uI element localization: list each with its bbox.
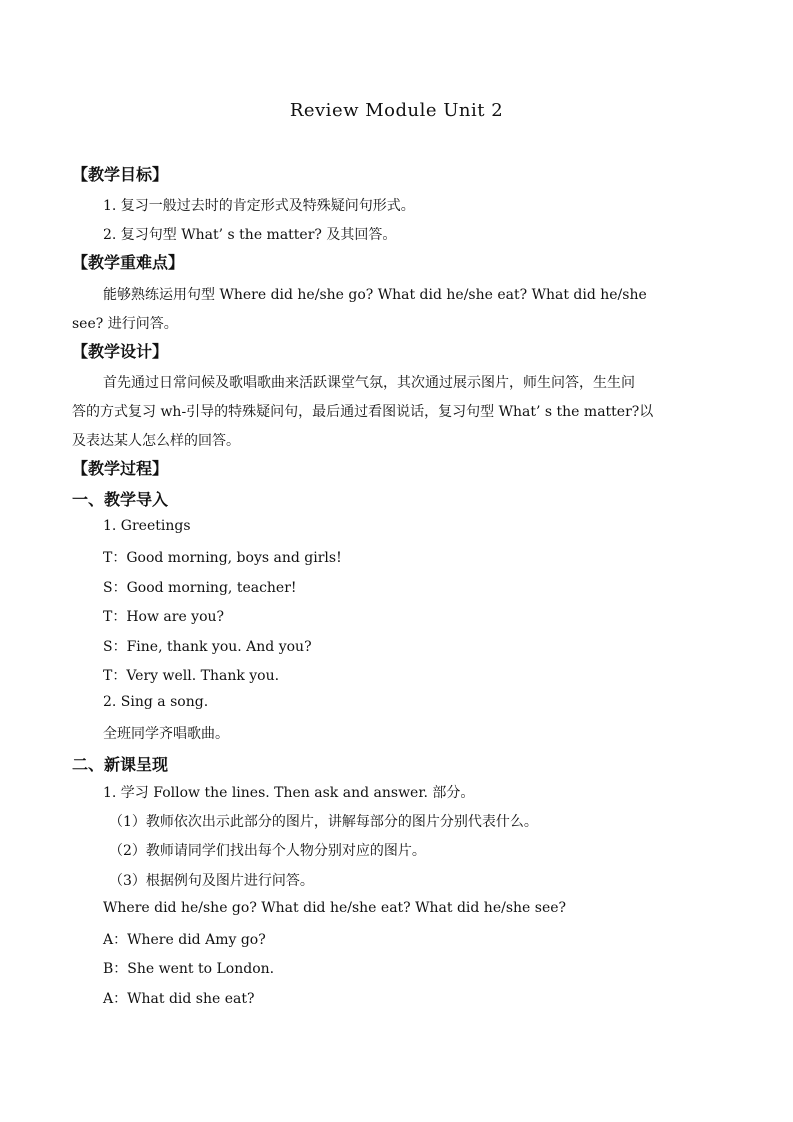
part2-line-2: （1）教师依次出示此部分的图片，讲解每部分的图片分别代表什么。 [109, 814, 538, 830]
objectives-heading: 【教学目标】 [72, 165, 169, 184]
part1-line-7: 2. Sing a song. [103, 694, 209, 710]
document-title: Review Module Unit 2 [289, 100, 504, 121]
key-points-line-1: 能够熟练运用句型 Where did he/she go? What did he/she eat? What did he/she [103, 287, 647, 303]
design-line-1: 首先通过日常问候及歌唱歌曲来活跃课堂气氛，其次通过展示图片，师生问答，生生问 [103, 375, 635, 391]
part1-line-5: S：Fine, thank you. And you? [103, 639, 312, 655]
part1-line-4: T：How are you? [103, 609, 225, 625]
part2-heading: 二、新课呈现 [72, 755, 169, 774]
design-line-2: 答的方式复习 wh-引导的特殊疑问句，最后通过看图说话，复习句型 What’ s the matter?以 [72, 404, 654, 420]
part1-line-6: T：Very well. Thank you. [103, 668, 280, 684]
part2-line-1: 1. 学习 Follow the lines. Then ask and answer. 部分。 [103, 785, 475, 801]
part2-line-3: （2）教师请同学们找出每个人物分别对应的图片。 [109, 843, 426, 859]
part2-line-6: A：Where did Amy go? [103, 932, 266, 948]
part2-line-8: A：What did she eat? [103, 991, 255, 1007]
part1-line-1: 1. Greetings [103, 518, 191, 534]
objective-item-2: 2. 复习句型 What’ s the matter? 及其回答。 [103, 227, 397, 243]
part2-line-5: Where did he/she go? What did he/she eat? What did he/she see? [103, 900, 567, 916]
part2-line-4: （3）根据例句及图片进行问答。 [109, 873, 314, 889]
part2-line-7: B：She went to London. [103, 961, 275, 977]
part1-line-3: S：Good morning, teacher! [103, 580, 297, 596]
design-line-3: 及表达某人怎么样的回答。 [72, 433, 240, 449]
process-heading: 【教学过程】 [72, 459, 169, 478]
part1-line-2: T：Good morning, boys and girls! [103, 550, 342, 566]
design-heading: 【教学设计】 [72, 342, 169, 361]
objective-item-1: 1. 复习一般过去时的肯定形式及特殊疑问句形式。 [103, 198, 415, 214]
key-points-heading: 【教学重难点】 [72, 253, 185, 272]
part1-line-8: 全班同学齐唱歌曲。 [103, 726, 229, 742]
key-points-line-2: see? 进行问答。 [72, 316, 178, 332]
part1-heading: 一、教学导入 [72, 490, 169, 509]
